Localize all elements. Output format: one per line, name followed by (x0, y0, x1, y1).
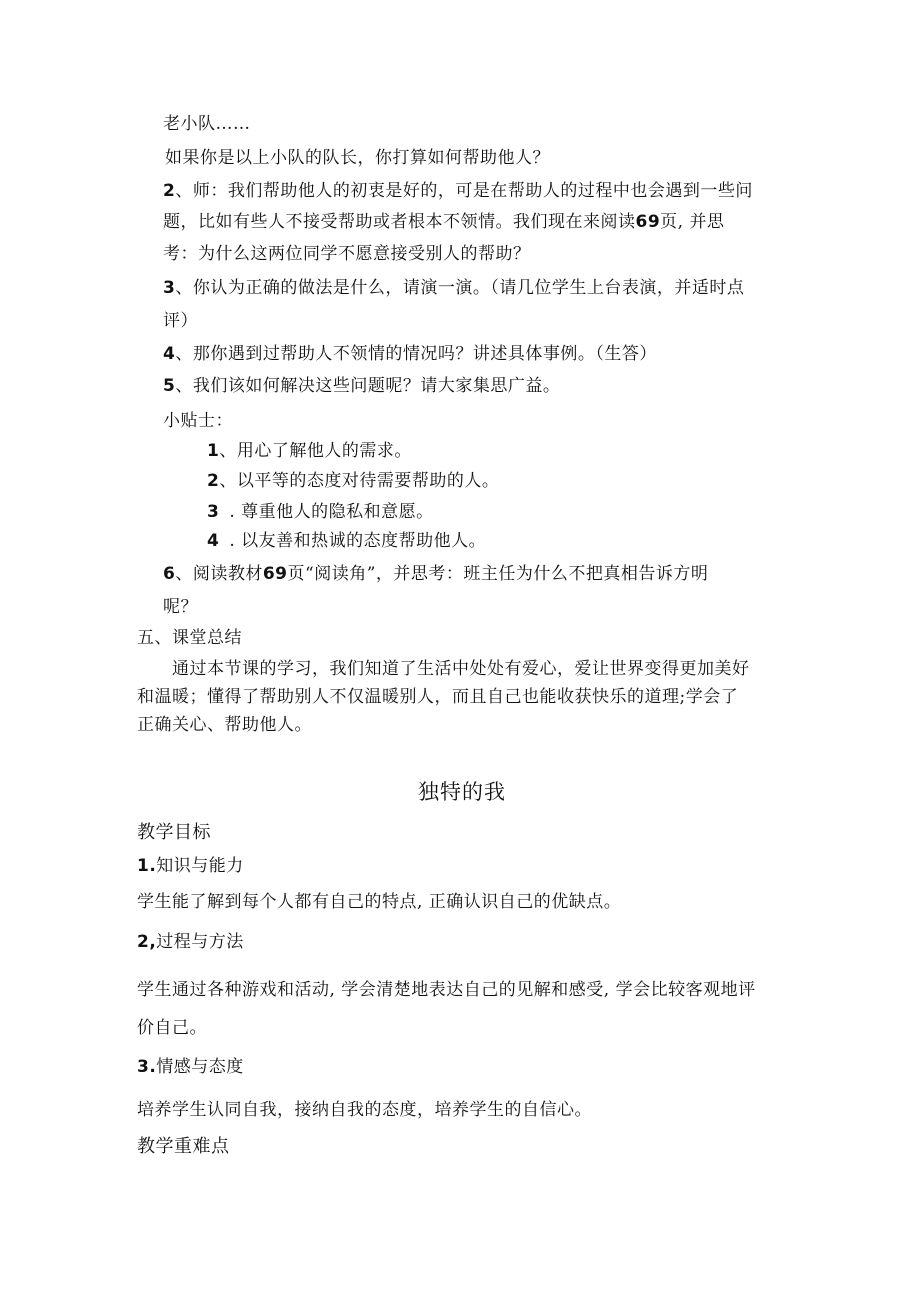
text-run: 、用心了解他人的需求。 (219, 441, 412, 461)
paragraph-item-3 (163, 277, 744, 299)
text-line: 呢？ (163, 597, 198, 617)
item-number: 4 (163, 344, 176, 364)
text-run: 知识与能力 (156, 856, 244, 876)
goal-text: 培养学生认同自我，接纳自我的态度，培养学生的自信心。 (137, 1100, 592, 1120)
text-line (163, 211, 724, 233)
tip-item (207, 470, 499, 492)
text-run: . 以友善和热诚的态度帮助他人。 (229, 531, 487, 551)
section-heading: 五、课堂总结 (137, 628, 242, 648)
text-run: . 尊重他人的隐私和意愿。 (229, 502, 434, 522)
text-run: 、师：我们帮助他人的初衷是好的，可是在帮助人的过程中也会遇到一些问 (175, 181, 753, 201)
text-run: 过程与方法 (156, 932, 244, 952)
item-number: 6 (163, 564, 176, 584)
text-line: 考：为什么这两位同学不愿意接受别人的帮助？ (163, 244, 531, 264)
text-run: 题，比如有些人不接受帮助或者根本不领情。我们现在来阅读 (163, 212, 636, 232)
goal-text: 学生能了解到每个人都有自己的特点, 正确认识自己的优缺点。 (137, 892, 622, 912)
goal-heading (137, 855, 244, 877)
section-heading: 教学目标 (137, 822, 211, 843)
summary-line: 通过本节课的学习，我们知道了生活中处处有爱心，爱让世界变得更加美好 (172, 659, 750, 679)
text-run: 情感与态度 (156, 1057, 244, 1077)
item-number: 2, (137, 932, 157, 952)
goal-text: 价自己。 (137, 1018, 207, 1038)
goal-heading (137, 1056, 244, 1078)
goal-heading (137, 931, 244, 953)
item-number: 3 (207, 502, 220, 522)
item-number: 1. (137, 856, 157, 876)
text-run: 、以平等的态度对待需要帮助的人。 (219, 471, 500, 491)
item-number: 4 (207, 531, 220, 551)
section-heading: 教学重难点 (137, 1136, 230, 1157)
text-run: 页“阅读角”，并思考：班主任为什么不把真相告诉方明 (287, 564, 709, 584)
text-run: 页, 并思 (660, 212, 725, 232)
goal-text: 学生通过各种游戏和活动, 学会清楚地表达自己的见解和感受, 学会比较客观地评 (137, 980, 756, 1000)
item-number: 5 (163, 376, 176, 396)
summary-line: 正确关心、帮助他人。 (137, 715, 312, 735)
paragraph-item-6 (163, 563, 708, 585)
item-number: 2 (207, 471, 220, 491)
tip-item (207, 440, 412, 462)
paragraph-item-5 (163, 375, 560, 397)
text-run: 、你认为正确的做法是什么，请演一演。（请几位学生上台表演，并适时点 (175, 278, 745, 298)
summary-line: 和温暖；懂得了帮助别人不仅温暖别人，而且自己也能收获快乐的道理;学会了 (137, 687, 739, 707)
item-number: 2 (163, 181, 176, 201)
text-run: 、那你遇到过帮助人不领情的情况吗？讲述具体事例。（生答） (175, 344, 657, 364)
tip-item (207, 530, 486, 552)
text-run: 、我们该如何解决这些问题呢？请大家集思广益。 (175, 376, 561, 396)
text-line: 老小队…… (163, 114, 251, 134)
text-line: 评） (163, 311, 198, 331)
lesson-title: 独特的我 (418, 780, 506, 804)
item-number: 1 (207, 441, 220, 461)
paragraph-item-2 (163, 180, 753, 202)
tip-item (207, 501, 434, 523)
page-number: 69 (262, 564, 288, 584)
text-line: 如果你是以上小队的队长，你打算如何帮助他人？ (165, 148, 550, 168)
paragraph-item-4 (163, 343, 657, 365)
text-run: 、阅读教材 (175, 564, 263, 584)
tips-heading: 小贴士： (163, 411, 233, 431)
item-number: 3 (163, 278, 176, 298)
page-number: 69 (635, 212, 661, 232)
item-number: 3. (137, 1057, 157, 1077)
